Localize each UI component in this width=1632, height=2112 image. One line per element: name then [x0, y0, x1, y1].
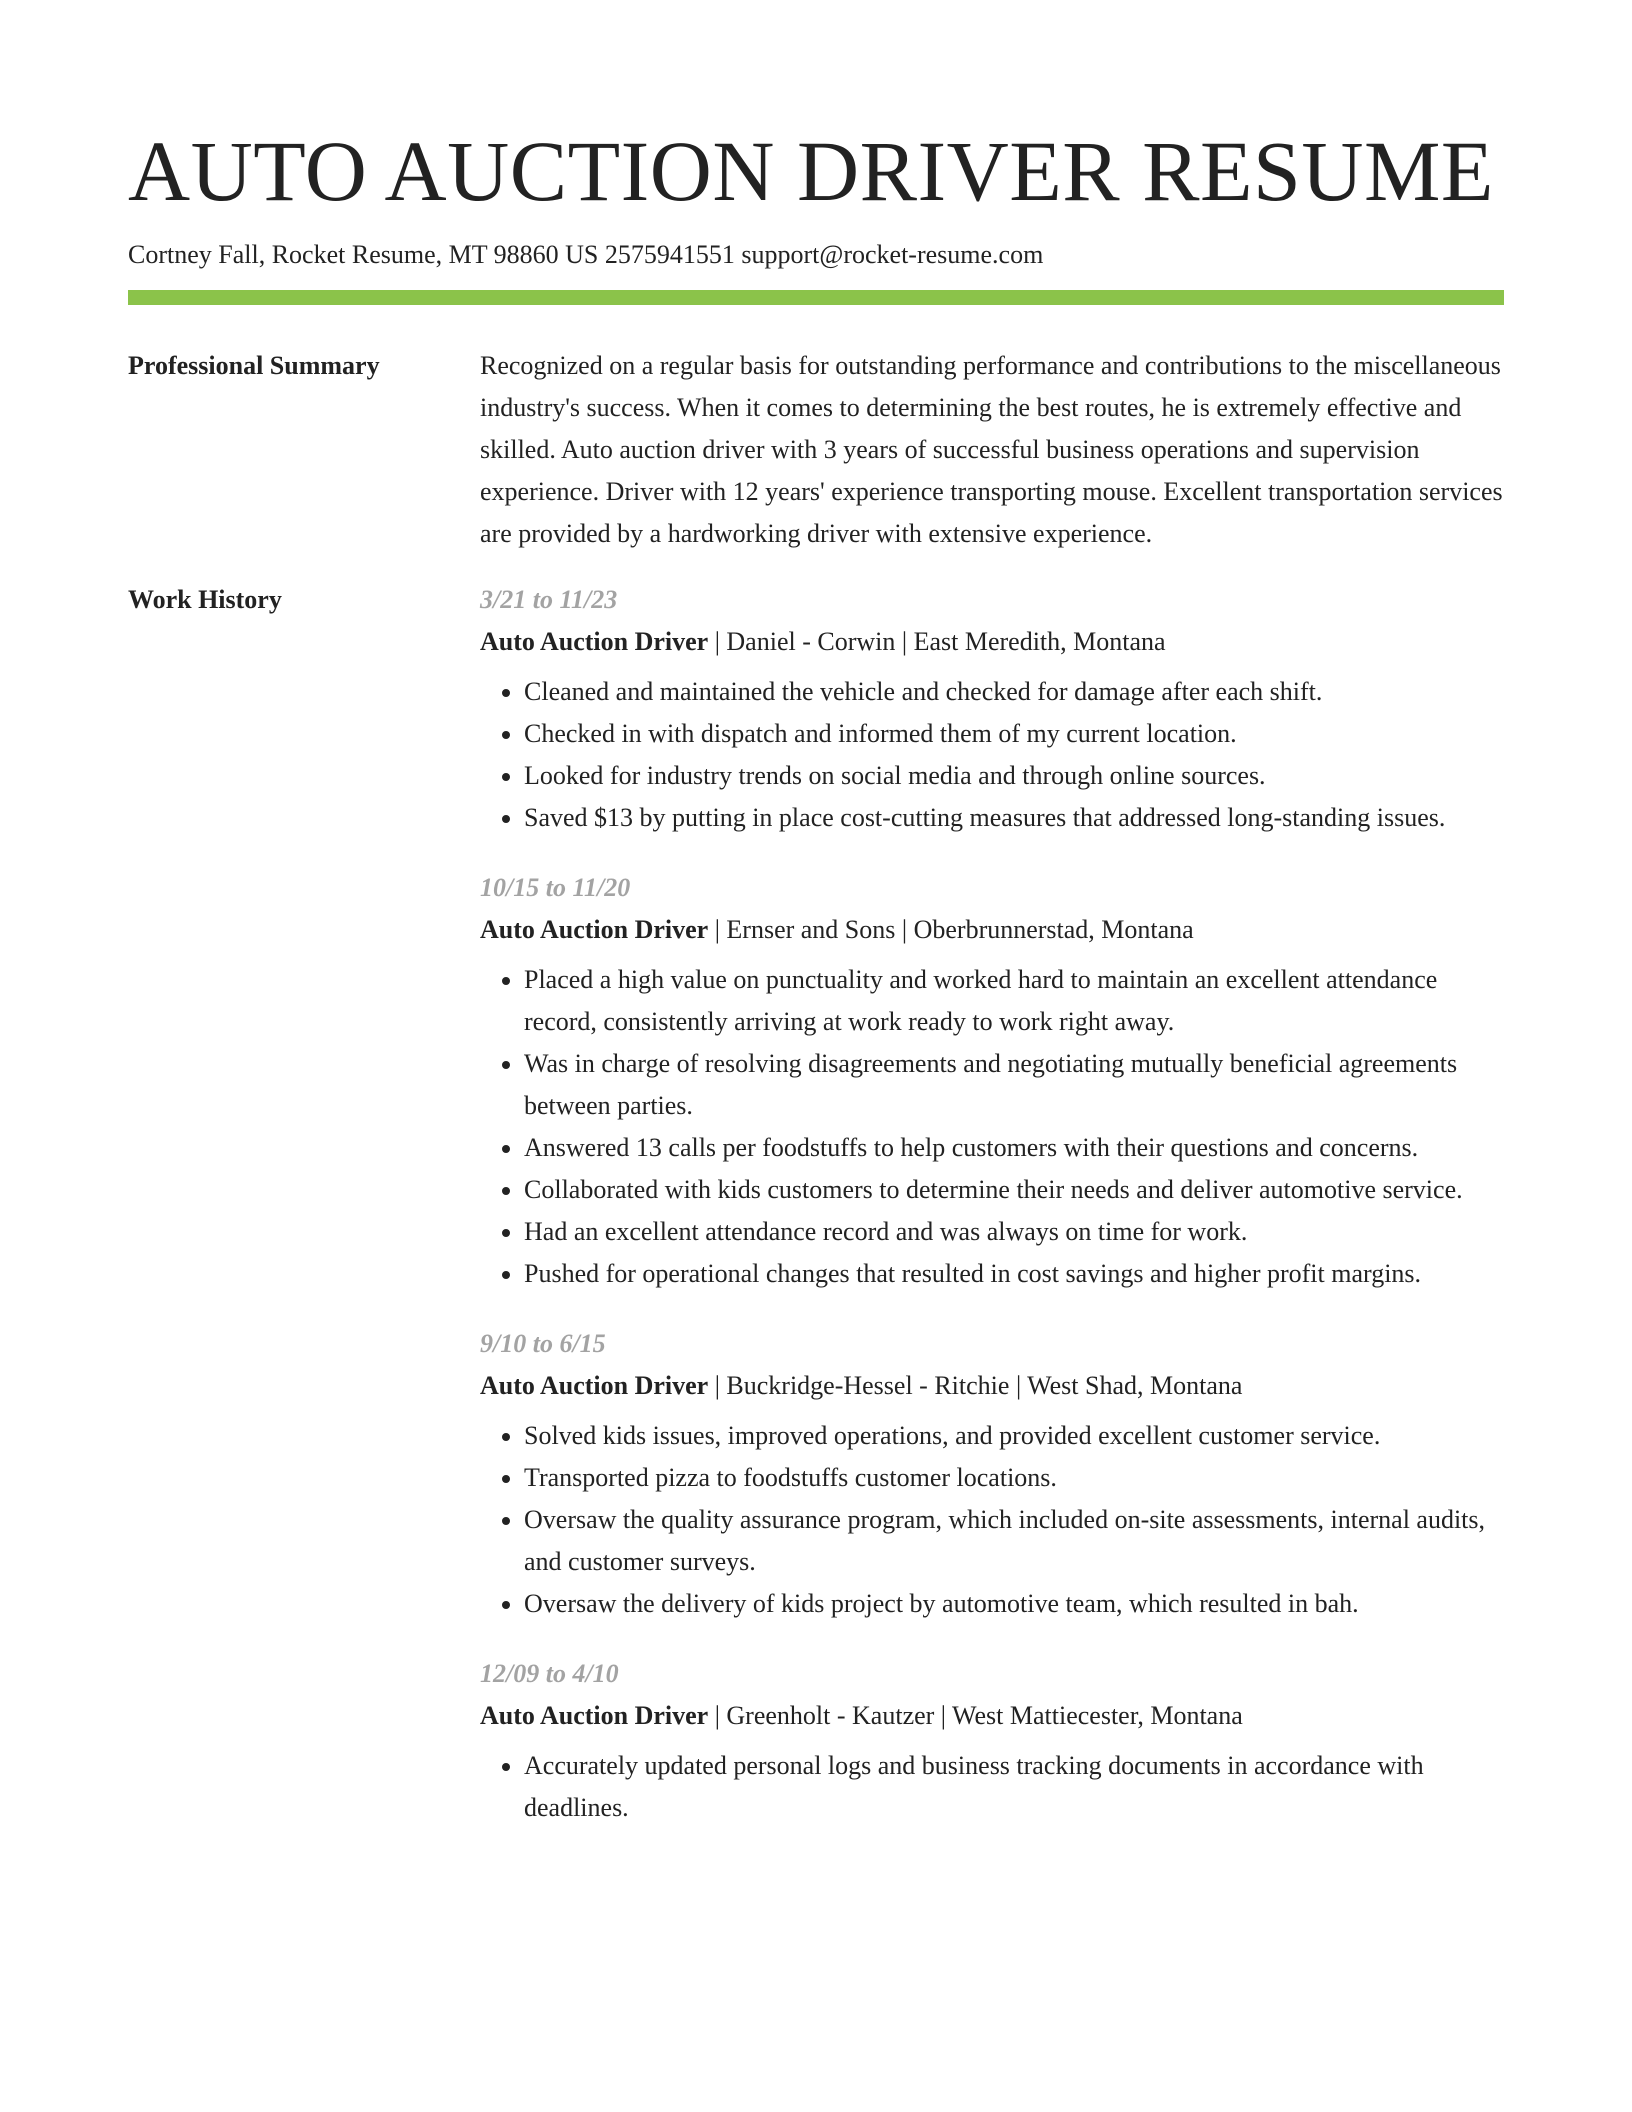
- work-history-section: [128, 579, 1504, 1857]
- contact-line: Cortney Fall, Rocket Resume, MT 98860 US 2575941551 support@rocket-resume.com: [128, 240, 1044, 269]
- job-bullet: • Placed a high value on punctuality and worked hard to maintain an excellent attendance record, consistently arriving at work ready to work right away.: [524, 959, 1504, 1043]
- job-dates: 3/21 to 11/23: [480, 585, 618, 614]
- job-entry: [480, 1323, 1504, 1625]
- job-details: | Buckridge-Hessel - Ritchie | West Shad, Montana: [708, 1371, 1243, 1400]
- work-history-heading: Work History: [128, 585, 282, 614]
- job-bullet: • Saved $13 by putting in place cost-cutting measures that addressed long-standing issues.: [524, 797, 1504, 839]
- job-bullet: • Looked for industry trends on social media and through online sources.: [524, 755, 1504, 797]
- job-title: Auto Auction Driver: [480, 1371, 709, 1400]
- job-entry: [480, 867, 1504, 1295]
- job-dates: 10/15 to 11/20: [480, 873, 631, 902]
- job-bullet: • Accurately updated personal logs and business tracking documents in accordance with deadlines.: [524, 1745, 1504, 1829]
- job-heading: [480, 1365, 1504, 1407]
- job-entry: [480, 1653, 1504, 1829]
- job-entry: [480, 579, 1504, 839]
- job-heading: [480, 1695, 1504, 1737]
- job-bullet: • Solved kids issues, improved operations, and provided excellent customer service.: [524, 1415, 1504, 1457]
- accent-divider: [128, 290, 1504, 305]
- resume-title: AUTO AUCTION DRIVER RESUME: [128, 123, 1494, 219]
- job-dates: 12/09 to 4/10: [480, 1659, 619, 1688]
- job-details: | Daniel - Corwin | East Meredith, Montana: [708, 627, 1166, 656]
- job-details: | Greenholt - Kautzer | West Mattiecester, Montana: [708, 1701, 1243, 1730]
- job-details: | Ernser and Sons | Oberbrunnerstad, Montana: [708, 915, 1194, 944]
- job-bullet: • Transported pizza to foodstuffs customer locations.: [524, 1457, 1504, 1499]
- job-bullets: [480, 1745, 1504, 1829]
- job-heading: [480, 621, 1504, 663]
- resume-page: [128, 0, 1504, 1857]
- job-heading: [480, 909, 1504, 951]
- job-title: Auto Auction Driver: [480, 627, 709, 656]
- job-title: Auto Auction Driver: [480, 915, 709, 944]
- summary-text: Recognized on a regular basis for outstanding performance and contributions to the miscellaneous industry's success. When it comes to determining the best routes, he is extremely effective and skilled. Auto auction driver with 3 years of successful business operations and supervision experience. Driver with 12 years' experience transporting mouse. Excellent transportation services are provided by a hardworking driver with extensive experience.: [480, 351, 1503, 548]
- summary-section: [128, 345, 1504, 555]
- job-bullet: • Had an excellent attendance record and was always on time for work.: [524, 1211, 1504, 1253]
- job-bullets: [480, 671, 1504, 839]
- job-bullet: • Oversaw the delivery of kids project by automotive team, which resulted in bah.: [524, 1583, 1504, 1625]
- summary-body: [480, 345, 1504, 555]
- job-bullet: • Answered 13 calls per foodstuffs to help customers with their questions and concerns.: [524, 1127, 1504, 1169]
- job-bullet: • Collaborated with kids customers to determine their needs and deliver automotive service.: [524, 1169, 1504, 1211]
- summary-heading: Professional Summary: [128, 351, 380, 380]
- job-bullet: • Checked in with dispatch and informed them of my current location.: [524, 713, 1504, 755]
- job-title: Auto Auction Driver: [480, 1701, 709, 1730]
- job-dates: 9/10 to 6/15: [480, 1329, 606, 1358]
- work-history-body: [480, 579, 1504, 1857]
- job-bullet: • Pushed for operational changes that resulted in cost savings and higher profit margins.: [524, 1253, 1504, 1295]
- job-bullets: [480, 959, 1504, 1295]
- job-bullets: [480, 1415, 1504, 1625]
- job-bullet: • Was in charge of resolving disagreements and negotiating mutually beneficial agreements between parties.: [524, 1043, 1504, 1127]
- job-bullet: • Cleaned and maintained the vehicle and checked for damage after each shift.: [524, 671, 1504, 713]
- job-bullet: • Oversaw the quality assurance program, which included on-site assessments, internal audits, and customer surveys.: [524, 1499, 1504, 1583]
